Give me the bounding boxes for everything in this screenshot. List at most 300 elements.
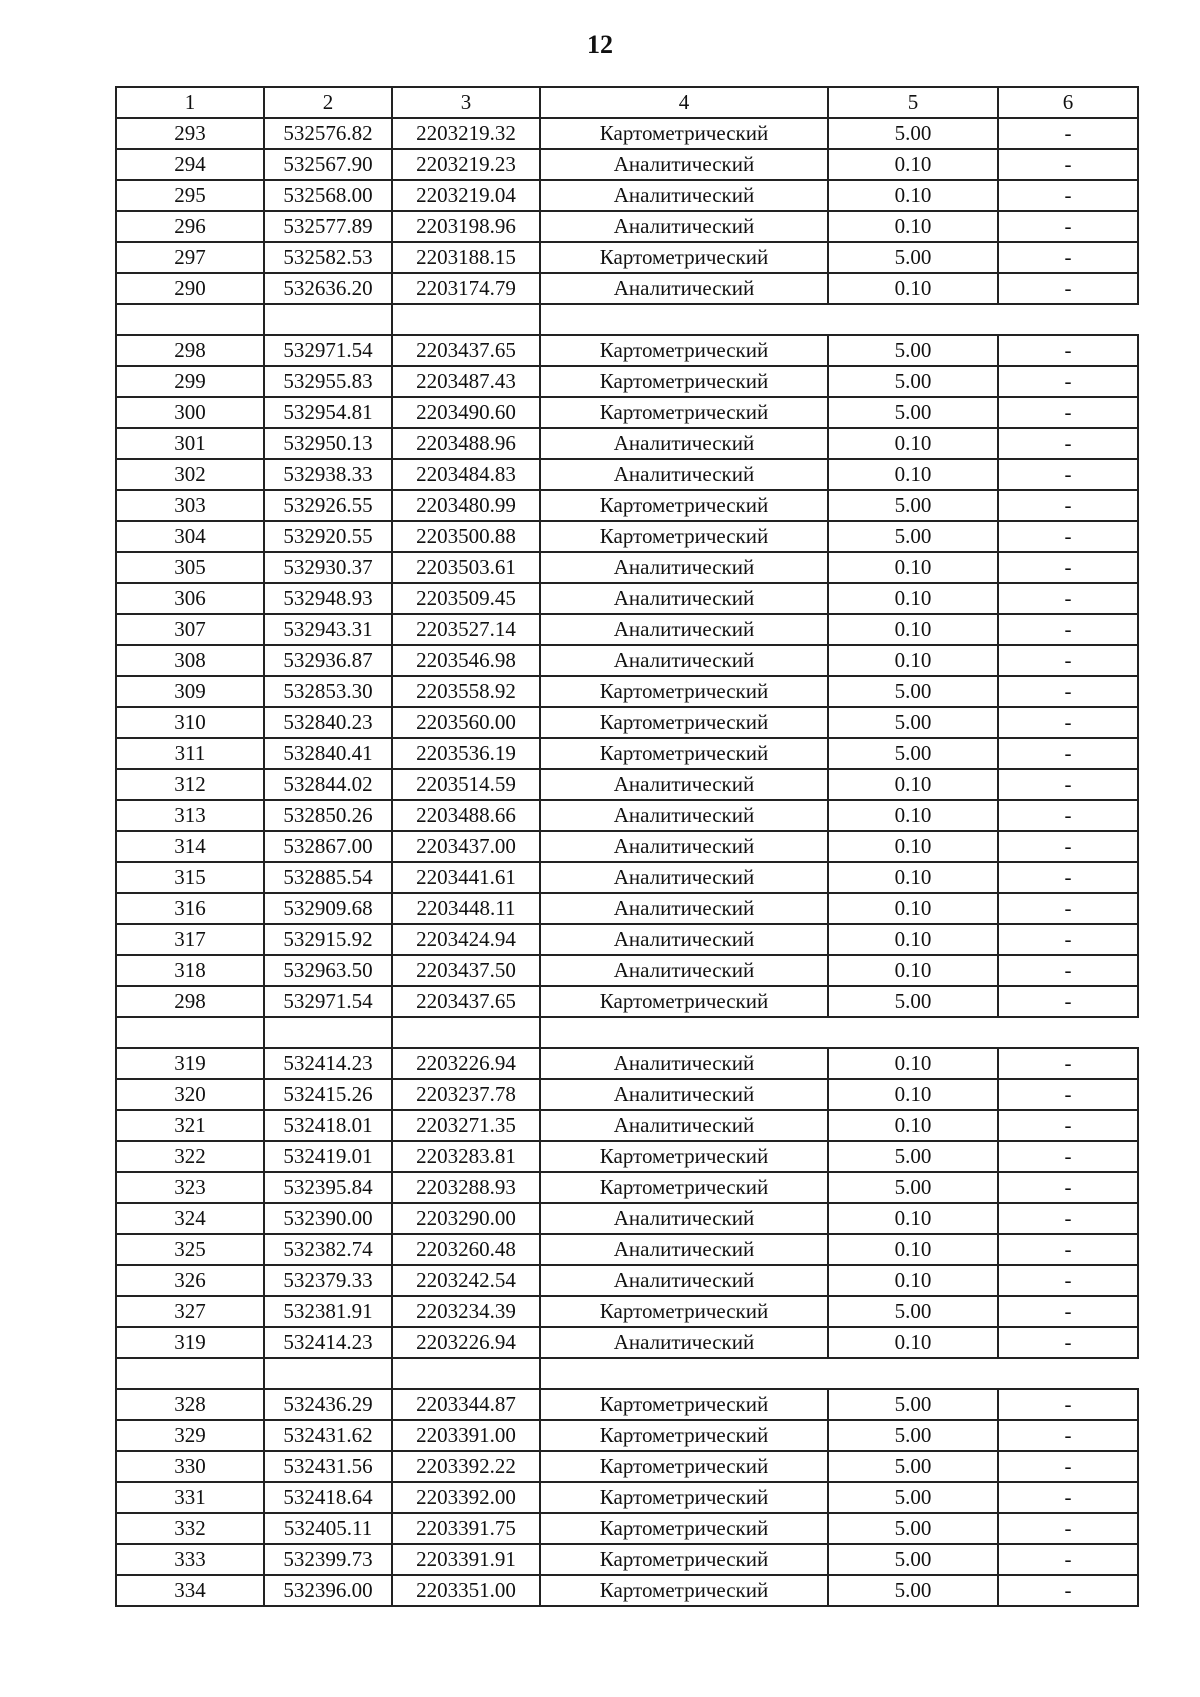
cell-coord-x: 532395.84 xyxy=(264,1172,392,1203)
cell-coord-y: 2203226.94 xyxy=(392,1048,540,1079)
cell-coord-x: 532954.81 xyxy=(264,397,392,428)
cell-coord-y: 2203441.61 xyxy=(392,862,540,893)
cell-accuracy: 0.10 xyxy=(828,862,998,893)
cell-note: - xyxy=(998,180,1138,211)
separator-cell xyxy=(116,1017,264,1048)
cell-coord-y: 2203283.81 xyxy=(392,1141,540,1172)
cell-coord-x: 532568.00 xyxy=(264,180,392,211)
cell-method: Картометрический xyxy=(540,1451,828,1482)
cell-accuracy: 0.10 xyxy=(828,955,998,986)
table-row xyxy=(116,738,1138,769)
cell-accuracy: 5.00 xyxy=(828,1513,998,1544)
cell-coord-x: 532431.56 xyxy=(264,1451,392,1482)
table-row xyxy=(116,273,1138,304)
cell-note: - xyxy=(998,707,1138,738)
separator-cell xyxy=(540,1017,828,1048)
cell-method: Аналитический xyxy=(540,552,828,583)
cell-coord-x: 532909.68 xyxy=(264,893,392,924)
cell-method: Аналитический xyxy=(540,924,828,955)
cell-accuracy: 5.00 xyxy=(828,366,998,397)
cell-note: - xyxy=(998,1544,1138,1575)
cell-coord-x: 532414.23 xyxy=(264,1048,392,1079)
cell-note: - xyxy=(998,428,1138,459)
table-row xyxy=(116,1575,1138,1606)
header-row xyxy=(116,87,1138,118)
cell-coord-x: 532867.00 xyxy=(264,831,392,862)
cell-accuracy: 0.10 xyxy=(828,1203,998,1234)
cell-coord-y: 2203437.65 xyxy=(392,986,540,1017)
cell-coord-x: 532636.20 xyxy=(264,273,392,304)
cell-accuracy: 0.10 xyxy=(828,1048,998,1079)
cell-note: - xyxy=(998,1513,1138,1544)
cell-coord-y: 2203514.59 xyxy=(392,769,540,800)
cell-method: Аналитический xyxy=(540,583,828,614)
cell-coord-x: 532415.26 xyxy=(264,1079,392,1110)
cell-point-number: 319 xyxy=(116,1327,264,1358)
cell-method: Картометрический xyxy=(540,1420,828,1451)
cell-coord-x: 532920.55 xyxy=(264,521,392,552)
cell-accuracy: 5.00 xyxy=(828,986,998,1017)
cell-coord-y: 2203536.19 xyxy=(392,738,540,769)
separator-cell xyxy=(116,304,264,335)
cell-accuracy: 5.00 xyxy=(828,1172,998,1203)
table-row xyxy=(116,1172,1138,1203)
table-row xyxy=(116,1141,1138,1172)
table-body xyxy=(116,118,1138,1606)
cell-point-number: 332 xyxy=(116,1513,264,1544)
cell-coord-y: 2203391.91 xyxy=(392,1544,540,1575)
cell-coord-y: 2203391.75 xyxy=(392,1513,540,1544)
cell-coord-y: 2203437.50 xyxy=(392,955,540,986)
header-cell-6: 6 xyxy=(998,87,1138,118)
cell-note: - xyxy=(998,1141,1138,1172)
cell-coord-y: 2203437.00 xyxy=(392,831,540,862)
cell-point-number: 302 xyxy=(116,459,264,490)
cell-method: Аналитический xyxy=(540,1327,828,1358)
cell-accuracy: 0.10 xyxy=(828,645,998,676)
cell-accuracy: 0.10 xyxy=(828,459,998,490)
cell-method: Картометрический xyxy=(540,1544,828,1575)
cell-coord-y: 2203503.61 xyxy=(392,552,540,583)
cell-coord-y: 2203234.39 xyxy=(392,1296,540,1327)
cell-note: - xyxy=(998,583,1138,614)
cell-method: Картометрический xyxy=(540,118,828,149)
cell-point-number: 310 xyxy=(116,707,264,738)
table-row xyxy=(116,242,1138,273)
cell-point-number: 303 xyxy=(116,490,264,521)
cell-coord-x: 532971.54 xyxy=(264,335,392,366)
cell-coord-y: 2203560.00 xyxy=(392,707,540,738)
cell-coord-x: 532419.01 xyxy=(264,1141,392,1172)
header-cell-2: 2 xyxy=(264,87,392,118)
cell-note: - xyxy=(998,1296,1138,1327)
separator-cell xyxy=(392,1358,540,1389)
cell-coord-x: 532382.74 xyxy=(264,1234,392,1265)
cell-note: - xyxy=(998,831,1138,862)
cell-note: - xyxy=(998,118,1138,149)
cell-coord-y: 2203527.14 xyxy=(392,614,540,645)
table-row xyxy=(116,428,1138,459)
cell-point-number: 295 xyxy=(116,180,264,211)
cell-point-number: 329 xyxy=(116,1420,264,1451)
cell-coord-x: 532955.83 xyxy=(264,366,392,397)
cell-accuracy: 5.00 xyxy=(828,1141,998,1172)
table-row xyxy=(116,1296,1138,1327)
cell-point-number: 305 xyxy=(116,552,264,583)
table-row xyxy=(116,831,1138,862)
cell-coord-x: 532567.90 xyxy=(264,149,392,180)
cell-point-number: 311 xyxy=(116,738,264,769)
cell-note: - xyxy=(998,1451,1138,1482)
cell-point-number: 334 xyxy=(116,1575,264,1606)
cell-note: - xyxy=(998,552,1138,583)
table-row xyxy=(116,335,1138,366)
cell-coord-x: 532840.41 xyxy=(264,738,392,769)
cell-method: Аналитический xyxy=(540,273,828,304)
table-row xyxy=(116,986,1138,1017)
cell-coord-y: 2203219.32 xyxy=(392,118,540,149)
cell-coord-x: 532405.11 xyxy=(264,1513,392,1544)
cell-method: Картометрический xyxy=(540,738,828,769)
cell-coord-y: 2203509.45 xyxy=(392,583,540,614)
cell-coord-x: 532381.91 xyxy=(264,1296,392,1327)
separator-row xyxy=(116,1358,1138,1389)
cell-method: Картометрический xyxy=(540,397,828,428)
cell-accuracy: 0.10 xyxy=(828,428,998,459)
cell-note: - xyxy=(998,211,1138,242)
page-number: 12 xyxy=(587,30,613,59)
cell-accuracy: 0.10 xyxy=(828,1265,998,1296)
cell-method: Аналитический xyxy=(540,955,828,986)
cell-coord-y: 2203546.98 xyxy=(392,645,540,676)
cell-accuracy: 0.10 xyxy=(828,1234,998,1265)
cell-coord-x: 532926.55 xyxy=(264,490,392,521)
cell-method: Аналитический xyxy=(540,1048,828,1079)
cell-coord-x: 532399.73 xyxy=(264,1544,392,1575)
cell-coord-x: 532963.50 xyxy=(264,955,392,986)
separator-cell xyxy=(392,304,540,335)
cell-point-number: 312 xyxy=(116,769,264,800)
cell-note: - xyxy=(998,1265,1138,1296)
cell-accuracy: 5.00 xyxy=(828,490,998,521)
cell-method: Картометрический xyxy=(540,366,828,397)
table-row xyxy=(116,1513,1138,1544)
table-row xyxy=(116,180,1138,211)
table-row xyxy=(116,366,1138,397)
cell-point-number: 294 xyxy=(116,149,264,180)
coordinates-table xyxy=(115,86,1139,1607)
cell-accuracy: 5.00 xyxy=(828,1389,998,1420)
table-row xyxy=(116,645,1138,676)
cell-coord-x: 532436.29 xyxy=(264,1389,392,1420)
cell-point-number: 320 xyxy=(116,1079,264,1110)
cell-method: Аналитический xyxy=(540,800,828,831)
cell-note: - xyxy=(998,1079,1138,1110)
cell-coord-x: 532418.01 xyxy=(264,1110,392,1141)
cell-point-number: 298 xyxy=(116,986,264,1017)
cell-note: - xyxy=(998,273,1138,304)
cell-accuracy: 5.00 xyxy=(828,707,998,738)
cell-accuracy: 5.00 xyxy=(828,738,998,769)
table-row xyxy=(116,924,1138,955)
cell-coord-y: 2203488.96 xyxy=(392,428,540,459)
separator-cell xyxy=(264,304,392,335)
table-row xyxy=(116,552,1138,583)
table-row xyxy=(116,149,1138,180)
cell-accuracy: 0.10 xyxy=(828,831,998,862)
table-row xyxy=(116,490,1138,521)
table-row xyxy=(116,1327,1138,1358)
cell-coord-x: 532950.13 xyxy=(264,428,392,459)
cell-method: Картометрический xyxy=(540,335,828,366)
table-row xyxy=(116,1110,1138,1141)
cell-coord-x: 532948.93 xyxy=(264,583,392,614)
separator-cell xyxy=(828,1017,998,1048)
cell-coord-y: 2203484.83 xyxy=(392,459,540,490)
cell-method: Картометрический xyxy=(540,1389,828,1420)
cell-coord-x: 532582.53 xyxy=(264,242,392,273)
cell-note: - xyxy=(998,490,1138,521)
cell-note: - xyxy=(998,1048,1138,1079)
cell-method: Аналитический xyxy=(540,645,828,676)
separator-cell xyxy=(828,1358,998,1389)
cell-accuracy: 5.00 xyxy=(828,1544,998,1575)
cell-coord-x: 532971.54 xyxy=(264,986,392,1017)
cell-coord-y: 2203344.87 xyxy=(392,1389,540,1420)
cell-point-number: 306 xyxy=(116,583,264,614)
cell-point-number: 298 xyxy=(116,335,264,366)
cell-coord-y: 2203288.93 xyxy=(392,1172,540,1203)
cell-coord-x: 532850.26 xyxy=(264,800,392,831)
cell-accuracy: 0.10 xyxy=(828,149,998,180)
cell-method: Аналитический xyxy=(540,893,828,924)
cell-note: - xyxy=(998,1234,1138,1265)
cell-accuracy: 0.10 xyxy=(828,273,998,304)
cell-method: Картометрический xyxy=(540,1575,828,1606)
cell-coord-y: 2203219.23 xyxy=(392,149,540,180)
cell-method: Аналитический xyxy=(540,1234,828,1265)
header-cell-5: 5 xyxy=(828,87,998,118)
cell-accuracy: 0.10 xyxy=(828,800,998,831)
cell-coord-y: 2203351.00 xyxy=(392,1575,540,1606)
table-row xyxy=(116,862,1138,893)
separator-cell xyxy=(116,1358,264,1389)
cell-point-number: 331 xyxy=(116,1482,264,1513)
cell-method: Аналитический xyxy=(540,1265,828,1296)
cell-coord-y: 2203260.48 xyxy=(392,1234,540,1265)
cell-coord-x: 532431.62 xyxy=(264,1420,392,1451)
cell-accuracy: 5.00 xyxy=(828,397,998,428)
cell-point-number: 307 xyxy=(116,614,264,645)
cell-coord-y: 2203290.00 xyxy=(392,1203,540,1234)
cell-method: Картометрический xyxy=(540,521,828,552)
cell-note: - xyxy=(998,769,1138,800)
cell-method: Картометрический xyxy=(540,707,828,738)
cell-point-number: 315 xyxy=(116,862,264,893)
cell-point-number: 309 xyxy=(116,676,264,707)
table-row xyxy=(116,397,1138,428)
cell-accuracy: 5.00 xyxy=(828,1482,998,1513)
cell-coord-y: 2203242.54 xyxy=(392,1265,540,1296)
cell-coord-y: 2203237.78 xyxy=(392,1079,540,1110)
cell-coord-x: 532938.33 xyxy=(264,459,392,490)
cell-accuracy: 0.10 xyxy=(828,924,998,955)
cell-method: Аналитический xyxy=(540,862,828,893)
cell-coord-x: 532885.54 xyxy=(264,862,392,893)
cell-point-number: 293 xyxy=(116,118,264,149)
cell-note: - xyxy=(998,738,1138,769)
table-row xyxy=(116,1451,1138,1482)
cell-accuracy: 5.00 xyxy=(828,1451,998,1482)
separator-cell xyxy=(998,1358,1138,1389)
cell-method: Картометрический xyxy=(540,676,828,707)
cell-coord-x: 532418.64 xyxy=(264,1482,392,1513)
cell-coord-y: 2203480.99 xyxy=(392,490,540,521)
cell-accuracy: 0.10 xyxy=(828,1327,998,1358)
cell-coord-y: 2203490.60 xyxy=(392,397,540,428)
separator-cell xyxy=(540,1358,828,1389)
table-row xyxy=(116,614,1138,645)
cell-method: Аналитический xyxy=(540,428,828,459)
cell-note: - xyxy=(998,242,1138,273)
cell-method: Картометрический xyxy=(540,1172,828,1203)
cell-note: - xyxy=(998,676,1138,707)
table-row xyxy=(116,118,1138,149)
table-row xyxy=(116,459,1138,490)
cell-method: Аналитический xyxy=(540,211,828,242)
cell-accuracy: 5.00 xyxy=(828,335,998,366)
header-cell-1: 1 xyxy=(116,87,264,118)
cell-accuracy: 5.00 xyxy=(828,242,998,273)
cell-coord-x: 532390.00 xyxy=(264,1203,392,1234)
cell-accuracy: 5.00 xyxy=(828,118,998,149)
table-row xyxy=(116,1265,1138,1296)
separator-cell xyxy=(392,1017,540,1048)
cell-coord-x: 532840.23 xyxy=(264,707,392,738)
cell-coord-x: 532943.31 xyxy=(264,614,392,645)
cell-point-number: 299 xyxy=(116,366,264,397)
cell-note: - xyxy=(998,1420,1138,1451)
cell-point-number: 296 xyxy=(116,211,264,242)
cell-point-number: 328 xyxy=(116,1389,264,1420)
cell-coord-y: 2203391.00 xyxy=(392,1420,540,1451)
cell-accuracy: 0.10 xyxy=(828,1110,998,1141)
cell-coord-y: 2203392.00 xyxy=(392,1482,540,1513)
cell-coord-y: 2203558.92 xyxy=(392,676,540,707)
cell-method: Аналитический xyxy=(540,149,828,180)
cell-point-number: 314 xyxy=(116,831,264,862)
cell-point-number: 317 xyxy=(116,924,264,955)
cell-point-number: 290 xyxy=(116,273,264,304)
cell-point-number: 324 xyxy=(116,1203,264,1234)
cell-point-number: 330 xyxy=(116,1451,264,1482)
table-row xyxy=(116,583,1138,614)
cell-point-number: 300 xyxy=(116,397,264,428)
cell-coord-x: 532930.37 xyxy=(264,552,392,583)
table-row xyxy=(116,1544,1138,1575)
cell-coord-x: 532396.00 xyxy=(264,1575,392,1606)
cell-note: - xyxy=(998,1203,1138,1234)
cell-note: - xyxy=(998,459,1138,490)
table-row xyxy=(116,1389,1138,1420)
cell-point-number: 319 xyxy=(116,1048,264,1079)
cell-note: - xyxy=(998,149,1138,180)
cell-method: Картометрический xyxy=(540,1513,828,1544)
separator-row xyxy=(116,304,1138,335)
header-cell-4: 4 xyxy=(540,87,828,118)
cell-method: Картометрический xyxy=(540,1141,828,1172)
cell-point-number: 326 xyxy=(116,1265,264,1296)
cell-accuracy: 5.00 xyxy=(828,521,998,552)
table-row xyxy=(116,1048,1138,1079)
cell-accuracy: 0.10 xyxy=(828,1079,998,1110)
cell-coord-x: 532915.92 xyxy=(264,924,392,955)
cell-coord-y: 2203448.11 xyxy=(392,893,540,924)
cell-point-number: 318 xyxy=(116,955,264,986)
separator-cell xyxy=(264,1358,392,1389)
table-row xyxy=(116,1234,1138,1265)
cell-coord-y: 2203488.66 xyxy=(392,800,540,831)
separator-cell xyxy=(828,304,998,335)
cell-point-number: 313 xyxy=(116,800,264,831)
cell-accuracy: 5.00 xyxy=(828,1296,998,1327)
cell-method: Аналитический xyxy=(540,831,828,862)
cell-point-number: 325 xyxy=(116,1234,264,1265)
cell-accuracy: 0.10 xyxy=(828,893,998,924)
cell-point-number: 327 xyxy=(116,1296,264,1327)
cell-accuracy: 0.10 xyxy=(828,583,998,614)
cell-note: - xyxy=(998,397,1138,428)
table-row xyxy=(116,1420,1138,1451)
cell-method: Аналитический xyxy=(540,1110,828,1141)
separator-cell xyxy=(998,304,1138,335)
cell-note: - xyxy=(998,1172,1138,1203)
cell-coord-x: 532414.23 xyxy=(264,1327,392,1358)
cell-point-number: 301 xyxy=(116,428,264,459)
cell-coord-y: 2203198.96 xyxy=(392,211,540,242)
cell-coord-x: 532853.30 xyxy=(264,676,392,707)
table-row xyxy=(116,893,1138,924)
cell-note: - xyxy=(998,862,1138,893)
cell-method: Картометрический xyxy=(540,490,828,521)
cell-accuracy: 5.00 xyxy=(828,1575,998,1606)
cell-accuracy: 0.10 xyxy=(828,211,998,242)
cell-coord-x: 532936.87 xyxy=(264,645,392,676)
cell-accuracy: 5.00 xyxy=(828,1420,998,1451)
cell-method: Аналитический xyxy=(540,614,828,645)
cell-point-number: 316 xyxy=(116,893,264,924)
cell-method: Картометрический xyxy=(540,242,828,273)
cell-accuracy: 0.10 xyxy=(828,614,998,645)
cell-coord-x: 532844.02 xyxy=(264,769,392,800)
cell-note: - xyxy=(998,955,1138,986)
table-row xyxy=(116,1482,1138,1513)
table-row xyxy=(116,800,1138,831)
table-row xyxy=(116,521,1138,552)
cell-point-number: 322 xyxy=(116,1141,264,1172)
cell-method: Аналитический xyxy=(540,1079,828,1110)
cell-coord-y: 2203437.65 xyxy=(392,335,540,366)
cell-note: - xyxy=(998,1575,1138,1606)
cell-coord-x: 532379.33 xyxy=(264,1265,392,1296)
cell-accuracy: 0.10 xyxy=(828,180,998,211)
table-row xyxy=(116,676,1138,707)
cell-note: - xyxy=(998,366,1138,397)
separator-cell xyxy=(540,304,828,335)
cell-note: - xyxy=(998,924,1138,955)
separator-cell xyxy=(998,1017,1138,1048)
cell-note: - xyxy=(998,893,1138,924)
